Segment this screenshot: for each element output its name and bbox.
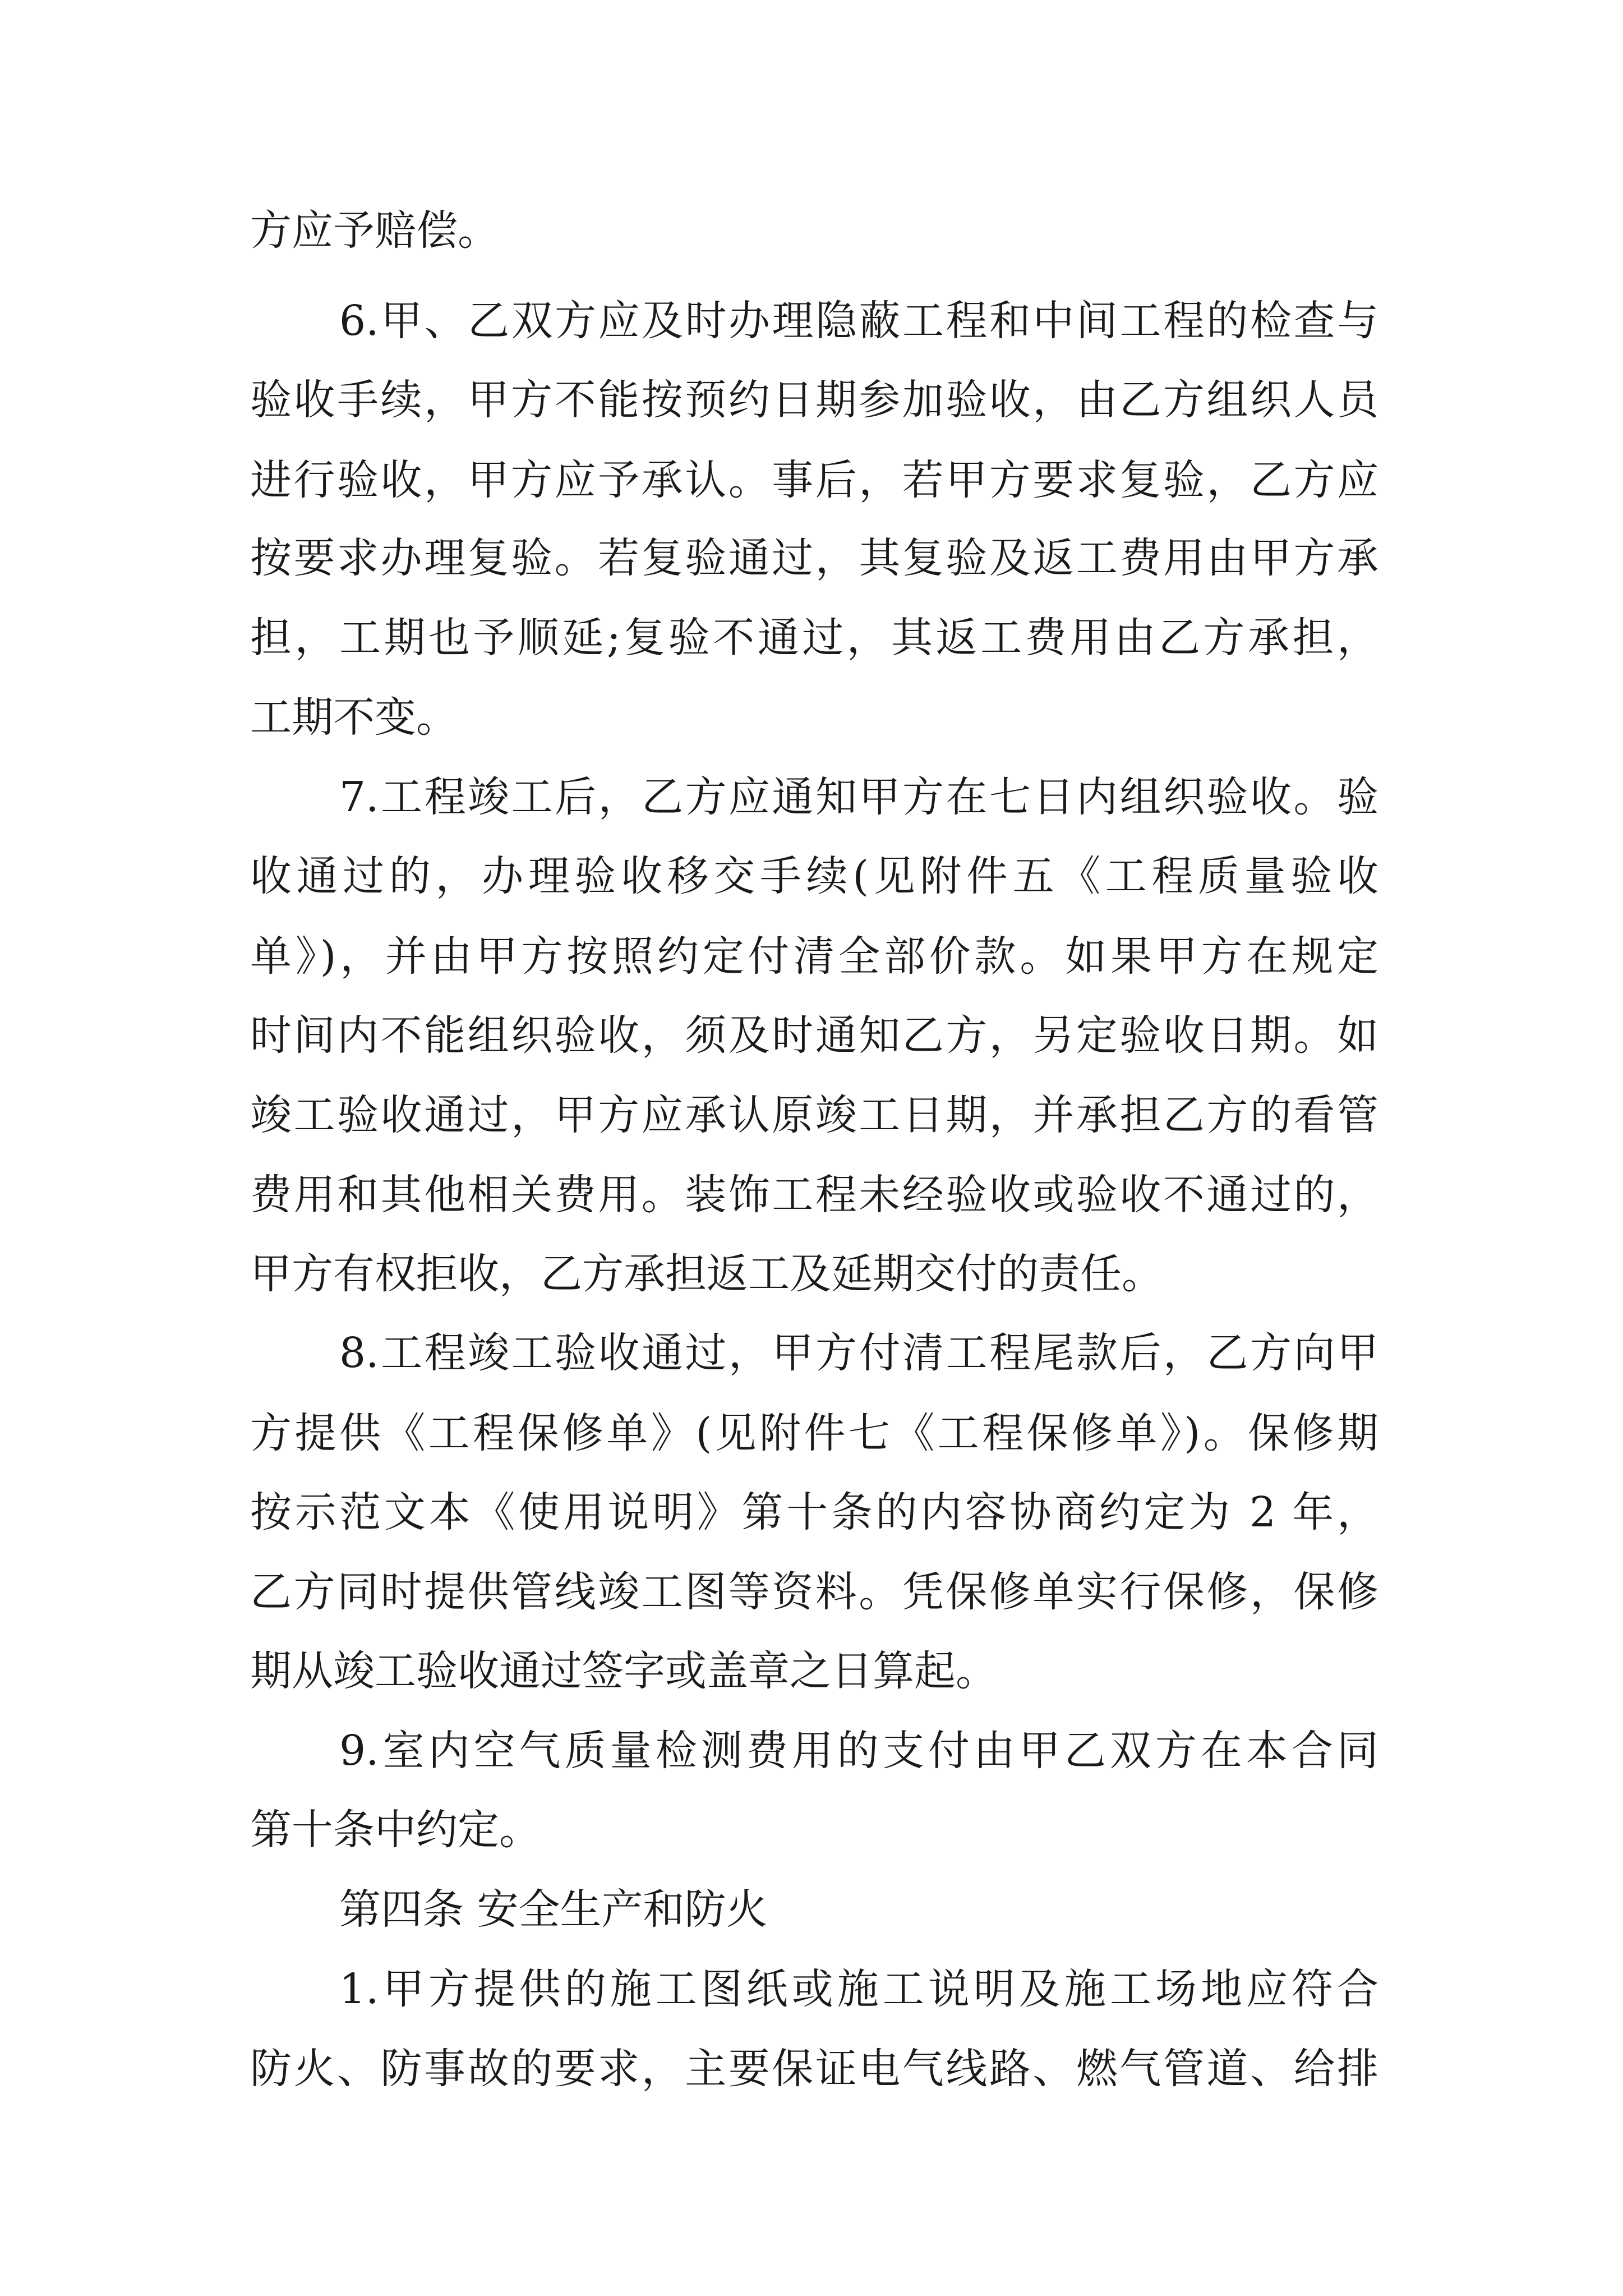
text-line: 按示范文本《使用说明》第十条的内容协商约定为 2 年， xyxy=(250,1488,1378,1536)
text-line: 单》)，并由甲方按照约定付清全部价款。如果甲方在规定 xyxy=(250,932,1378,981)
text-line: 担，工期也予顺延;复验不通过，其返工费用由乙方承担， xyxy=(250,614,1378,662)
text-line: 防火、防事故的要求，主要保证电气线路、燃气管道、给排 xyxy=(250,2045,1378,2093)
section-heading: 第四条 安全生产和防火 xyxy=(339,1885,768,1934)
text-line: 收通过的，办理验收移交手续(见附件五《工程质量验收 xyxy=(250,852,1378,900)
text-line: 甲方有权拒收，乙方承担返工及延期交付的责任。 xyxy=(250,1250,1163,1298)
text-line: 费用和其他相关费用。装饰工程未经验收或验收不通过的， xyxy=(250,1171,1378,1219)
text-line: 8.工程竣工验收通过，甲方付清工程尾款后，乙方向甲 xyxy=(339,1329,1378,1377)
text-line: 6.甲、乙双方应及时办理隐蔽工程和中间工程的检查与 xyxy=(339,297,1378,345)
text-line: 验收手续，甲方不能按预约日期参加验收，由乙方组织人员 xyxy=(250,376,1378,424)
text-line: 工期不变。 xyxy=(250,693,458,742)
text-line: 1.甲方提供的施工图纸或施工说明及施工场地应符合 xyxy=(339,1965,1378,2013)
text-line: 竣工验收通过，甲方应承认原竣工日期，并承担乙方的看管 xyxy=(250,1091,1378,1139)
text-line: 按要求办理复验。若复验通过，其复验及返工费用由甲方承 xyxy=(250,534,1378,582)
text-line: 7.工程竣工后，乙方应通知甲方在七日内组织验收。验 xyxy=(339,773,1378,821)
text-line: 乙方同时提供管线竣工图等资料。凭保修单实行保修，保修 xyxy=(250,1568,1378,1616)
text-line: 期从竣工验收通过签字或盖章之日算起。 xyxy=(250,1647,997,1695)
text-line: 进行验收，甲方应予承认。事后，若甲方要求复验，乙方应 xyxy=(250,456,1378,504)
text-line: 第十条中约定。 xyxy=(250,1806,541,1854)
text-line: 方提供《工程保修单》(见附件七《工程保修单》)。保修期 xyxy=(250,1409,1378,1457)
text-line: 时间内不能组织验收，须及时通知乙方，另定验收日期。如 xyxy=(250,1011,1378,1060)
text-line: 9.室内空气质量检测费用的支付由甲乙双方在本合同 xyxy=(339,1727,1378,1775)
text-line: 方应予赔偿。 xyxy=(250,206,499,255)
